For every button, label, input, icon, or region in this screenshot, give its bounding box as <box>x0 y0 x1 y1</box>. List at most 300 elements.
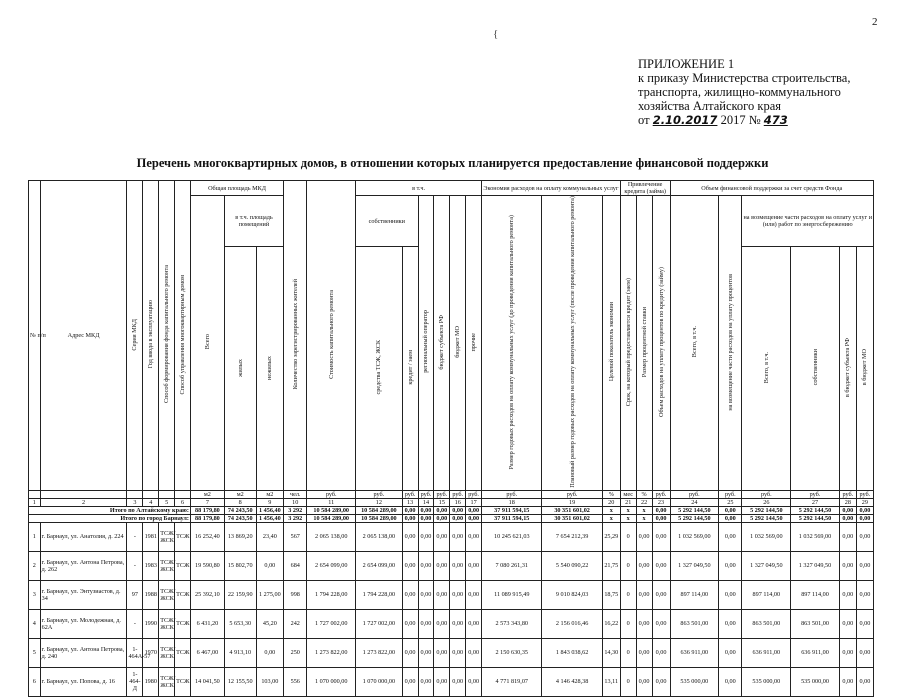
table-cell: 0,00 <box>856 580 873 609</box>
col-number: 14 <box>418 498 434 506</box>
table-cell: ТСЖ/ ЖСК <box>159 580 175 609</box>
unit-cell: чел. <box>284 490 307 498</box>
total-cell: 10 584 289,00 <box>356 506 403 514</box>
unit-cell: руб. <box>418 490 434 498</box>
table-cell: 16,22 <box>602 609 620 638</box>
total-cell: х <box>620 514 636 522</box>
appendix-line1: ПРИЛОЖЕНИЕ 1 <box>638 57 735 71</box>
table-cell: 0,00 <box>839 522 856 551</box>
hdr-cost: Стоимость капитального ремонта <box>327 289 335 379</box>
unit-cell: руб. <box>856 490 873 498</box>
unit-cell <box>159 490 175 498</box>
handwritten-number: 473 <box>763 113 788 127</box>
table-cell: 12 155,50 <box>224 667 256 696</box>
total-cell: 5 292 144,50 <box>791 506 840 514</box>
table-cell: 0,00 <box>652 580 670 609</box>
total-label: Итого по Алтайскому краю: <box>29 506 191 514</box>
houses-table <box>28 180 874 697</box>
table-cell: ТСЖ/ ЖСК <box>159 638 175 667</box>
unit-cell <box>175 490 191 498</box>
table-cell: 0,00 <box>652 638 670 667</box>
table-row <box>29 609 874 638</box>
table-cell: 242 <box>284 609 307 638</box>
col-number: 27 <box>791 498 840 506</box>
col-number: 20 <box>602 498 620 506</box>
table-cell: 2 150 630,35 <box>482 638 542 667</box>
table-cell: 1988 <box>143 580 159 609</box>
table-cell: 0,00 <box>719 551 742 580</box>
appendix-from-word: от <box>638 113 650 127</box>
table-cell: 0 <box>620 609 636 638</box>
unit-cell: % <box>602 490 620 498</box>
appendix-line3: транспорта, жилищно-коммунального <box>638 85 841 99</box>
table-cell: 0,00 <box>856 522 873 551</box>
col-number: 2 <box>40 498 127 506</box>
table-cell: 1 727 002,00 <box>356 609 403 638</box>
table-cell: 4 146 428,38 <box>542 667 602 696</box>
total-cell: 37 911 594,15 <box>482 514 542 522</box>
table-cell: 2 065 138,00 <box>307 522 356 551</box>
hdr-owners: собственники <box>356 196 418 247</box>
table-cell: 636 911,00 <box>791 638 840 667</box>
table-cell: 0,00 <box>418 667 434 696</box>
table-cell: 0,00 <box>256 638 284 667</box>
total-cell: 1 456,40 <box>256 514 284 522</box>
table-cell: 863 501,00 <box>670 609 719 638</box>
table-row <box>29 638 874 667</box>
table-cell: 1980 <box>143 667 159 696</box>
table-cell: 2 065 138,00 <box>356 522 403 551</box>
col-number: 4 <box>143 498 159 506</box>
table-cell: 1 727 002,00 <box>307 609 356 638</box>
table-cell: 0 <box>620 667 636 696</box>
table-cell: ТСЖ <box>175 667 191 696</box>
table-cell: ТСЖ/ ЖСК <box>159 551 175 580</box>
unit-cell: руб. <box>791 490 840 498</box>
table-cell: 0,00 <box>466 667 482 696</box>
table-cell: 1 032 569,00 <box>670 522 719 551</box>
table-cell: 0,00 <box>636 609 652 638</box>
total-cell: 0,00 <box>450 506 466 514</box>
table-cell: 2 156 016,46 <box>542 609 602 638</box>
hdr-economy-annual: Размер годовых расходов на оплату коммунальных услуг (до проведения капитального ремонта) <box>508 214 516 470</box>
table-cell: 10 245 621,03 <box>482 522 542 551</box>
handwritten-date: 2.10.2017 <box>652 113 718 127</box>
table-cell: 0,00 <box>636 667 652 696</box>
table-cell: ТСЖ/ ЖСК <box>159 609 175 638</box>
unit-cell: руб. <box>466 490 482 498</box>
hdr-finance-works-federal: в бюджет субъекта РФ <box>844 338 852 398</box>
table-cell: 0,00 <box>719 580 742 609</box>
col-number: 6 <box>175 498 191 506</box>
table-cell: 1981 <box>143 522 159 551</box>
table-cell: г. Барнаул, ул. Антона Петрова, д. 240 <box>40 638 127 667</box>
total-cell: 5 292 144,50 <box>670 514 719 522</box>
table-cell: 103,00 <box>256 667 284 696</box>
hdr-year: Год ввода в эксплуатацию <box>147 300 155 369</box>
table-cell: 0,00 <box>636 638 652 667</box>
table-cell: 4 913,10 <box>224 638 256 667</box>
hdr-economy-group: Экономия расходов на оплату коммунальных услуг <box>482 181 621 196</box>
table-cell: 535 000,00 <box>670 667 719 696</box>
table-cell: 250 <box>284 638 307 667</box>
total-cell: 5 292 144,50 <box>670 506 719 514</box>
col-number: 23 <box>652 498 670 506</box>
table-cell: 0 <box>620 551 636 580</box>
total-cell: 0,00 <box>402 514 418 522</box>
table-cell: 9 010 824,03 <box>542 580 602 609</box>
col-number: 22 <box>636 498 652 506</box>
table-cell: ТСЖ/ ЖСК <box>159 667 175 696</box>
total-cell: х <box>602 514 620 522</box>
table-row <box>29 551 874 580</box>
table-cell: 636 911,00 <box>742 638 791 667</box>
total-cell: 10 584 289,00 <box>307 506 356 514</box>
unit-cell: руб. <box>719 490 742 498</box>
table-cell: 0,00 <box>418 522 434 551</box>
table-cell: 5 653,30 <box>224 609 256 638</box>
table-cell: 863 501,00 <box>791 609 840 638</box>
table-cell: 0,00 <box>636 580 652 609</box>
table-cell: 0,00 <box>434 580 450 609</box>
col-number: 16 <box>450 498 466 506</box>
hdr-address: Адрес МКД <box>40 181 127 491</box>
hdr-mgmt-method: Способ управления многоквартирным домом <box>179 274 187 395</box>
unit-cell: руб. <box>542 490 602 498</box>
table-cell: 1 070 000,00 <box>307 667 356 696</box>
total-cell: х <box>636 506 652 514</box>
col-number: 29 <box>856 498 873 506</box>
total-cell: х <box>620 506 636 514</box>
table-cell: 1 032 569,00 <box>742 522 791 551</box>
hdr-finance-works-total: Всего, в т.ч. <box>762 351 770 384</box>
table-cell: 1 273 822,00 <box>307 638 356 667</box>
table-cell: 0,00 <box>856 638 873 667</box>
hdr-area-nonliving: нежилых <box>266 355 274 380</box>
col-number: 17 <box>466 498 482 506</box>
hdr-federal-budget: бюджет субъекта РФ <box>438 314 446 370</box>
total-row-city <box>29 514 874 522</box>
total-cell: х <box>602 506 620 514</box>
table-cell: 0,00 <box>402 667 418 696</box>
total-cell: 0,00 <box>719 514 742 522</box>
total-cell: 88 179,80 <box>190 506 224 514</box>
unit-cell: руб. <box>652 490 670 498</box>
table-cell: 0,00 <box>450 580 466 609</box>
table-cell: 0,00 <box>652 667 670 696</box>
col-number: 1 <box>29 498 41 506</box>
col-number: 19 <box>542 498 602 506</box>
unit-cell: руб. <box>450 490 466 498</box>
total-cell: 0,00 <box>466 514 482 522</box>
hdr-other: прочие <box>470 332 478 352</box>
unit-cell <box>127 490 143 498</box>
total-cell: 30 351 601,02 <box>542 506 602 514</box>
unit-cell: руб. <box>434 490 450 498</box>
total-cell: 3 292 <box>284 506 307 514</box>
total-cell: 0,00 <box>450 514 466 522</box>
hdr-finance-works-group: на возмещение части расходов на оплату услуг и (или) работ по энергосбережению <box>742 196 874 247</box>
table-cell: 0,00 <box>856 551 873 580</box>
total-cell: 0,00 <box>839 506 856 514</box>
total-cell: 1 456,40 <box>256 506 284 514</box>
table-cell: 0,00 <box>839 580 856 609</box>
table-cell: 0,00 <box>466 522 482 551</box>
total-cell: 37 911 594,15 <box>482 506 542 514</box>
hdr-owners-tsj: средства ТСЖ, ЖСК <box>375 340 383 395</box>
total-cell: 10 584 289,00 <box>307 514 356 522</box>
table-cell: 19 590,80 <box>190 551 224 580</box>
unit-cell: м2 <box>224 490 256 498</box>
hdr-owners-credit: кредит / заем <box>406 350 414 385</box>
unit-cell <box>143 490 159 498</box>
unit-cell <box>40 490 127 498</box>
hdr-credit-term: Срок, на который предоставляется кредит (заем) <box>624 277 632 406</box>
table-cell: 1 327 049,50 <box>791 551 840 580</box>
total-cell: 10 584 289,00 <box>356 514 403 522</box>
table-cell: 0,00 <box>466 638 482 667</box>
table-cell: 18,75 <box>602 580 620 609</box>
table-cell: 567 <box>284 522 307 551</box>
table-cell: 4 771 819,07 <box>482 667 542 696</box>
col-number: 12 <box>356 498 403 506</box>
table-cell: 0,00 <box>839 667 856 696</box>
table-cell: 897 114,00 <box>791 580 840 609</box>
table-cell: 0,00 <box>839 551 856 580</box>
total-cell: 0,00 <box>652 514 670 522</box>
appendix-year: 2017 <box>720 113 746 127</box>
page-number: 2 <box>872 16 878 28</box>
unit-cell: % <box>636 490 652 498</box>
table-cell: 0,00 <box>434 667 450 696</box>
col-number: 10 <box>284 498 307 506</box>
table-cell: - <box>127 609 143 638</box>
table-cell: 1 <box>29 522 41 551</box>
hdr-series: Серия МКД <box>131 318 139 351</box>
table-cell: 0,00 <box>652 609 670 638</box>
col-number: 5 <box>159 498 175 506</box>
total-cell: 0,00 <box>434 514 450 522</box>
table-cell: 0,00 <box>466 609 482 638</box>
table-cell: г. Барнаул, ул. Анатолия, д. 224 <box>40 522 127 551</box>
data-rows <box>29 522 874 696</box>
hdr-credit-group: Привлечение кредита (займа) <box>620 181 670 196</box>
table-cell: 0,00 <box>856 609 873 638</box>
table-cell: 0,00 <box>719 522 742 551</box>
col-number: 7 <box>190 498 224 506</box>
table-cell: ТСЖ/ ЖСК <box>159 522 175 551</box>
table-cell: 2 573 343,80 <box>482 609 542 638</box>
table-cell: 3 <box>29 580 41 609</box>
column-numbers-row <box>29 498 874 506</box>
col-number: 13 <box>402 498 418 506</box>
total-cell: 0,00 <box>839 514 856 522</box>
table-cell: 897 114,00 <box>742 580 791 609</box>
table-cell: 0,00 <box>450 667 466 696</box>
table-cell: г. Барнаул, ул. Попова, д. 16 <box>40 667 127 696</box>
table-cell: 1983 <box>143 551 159 580</box>
table-cell: 1970 <box>143 638 159 667</box>
table-row <box>29 667 874 696</box>
table-cell: 0,00 <box>839 609 856 638</box>
table-cell: 998 <box>284 580 307 609</box>
table-cell: 1 794 228,00 <box>356 580 403 609</box>
hdr-finance-works-municipal: в бюджет МО <box>861 349 869 386</box>
hdr-area-total: Всего <box>203 334 211 350</box>
table-cell: г. Барнаул, ул. Молодежная, д. 62А <box>40 609 127 638</box>
unit-cell: руб. <box>307 490 356 498</box>
total-cell: 0,00 <box>418 506 434 514</box>
table-cell: г. Барнаул, ул. Антона Петрова, д. 262 <box>40 551 127 580</box>
total-cell: 0,00 <box>434 506 450 514</box>
table-cell: 0,00 <box>402 580 418 609</box>
table-cell: 1 327 049,50 <box>742 551 791 580</box>
table-cell: 0,00 <box>418 580 434 609</box>
appendix-block <box>638 57 850 127</box>
hdr-finance-interest: на возмещение части расходов на уплату процентов <box>726 273 734 411</box>
total-cell: 5 292 144,50 <box>742 506 791 514</box>
total-cell: 5 292 144,50 <box>742 514 791 522</box>
table-cell: 2 654 099,00 <box>307 551 356 580</box>
table-cell: 0,00 <box>636 522 652 551</box>
table-cell: 1 273 822,00 <box>356 638 403 667</box>
unit-cell: мес <box>620 490 636 498</box>
table-cell: 0,00 <box>434 638 450 667</box>
unit-cell: м2 <box>256 490 284 498</box>
col-number: 21 <box>620 498 636 506</box>
hdr-municipal-budget: бюджет МО <box>454 325 462 358</box>
table-cell: ТСЖ <box>175 638 191 667</box>
table-cell: 0,00 <box>402 522 418 551</box>
hdr-finance-group: Объем финансовой поддержки за счет средств Фонда <box>670 181 874 196</box>
table-cell: 0,00 <box>450 609 466 638</box>
unit-cell: м2 <box>190 490 224 498</box>
table-cell: 14,30 <box>602 638 620 667</box>
hdr-economy-planned: Плановый размер годовых расходов на оплату коммунальных услуг (после проведения капитального ремонта) <box>568 196 576 488</box>
appendix-line4: хозяйства Алтайского края <box>638 99 781 113</box>
table-cell: 1-464-Д <box>127 667 143 696</box>
table-cell: 4 <box>29 609 41 638</box>
table-cell: 2 <box>29 551 41 580</box>
table-cell: 535 000,00 <box>791 667 840 696</box>
table-cell: 0,00 <box>450 551 466 580</box>
table-cell: 21,75 <box>602 551 620 580</box>
table-cell: 6 <box>29 667 41 696</box>
table-cell: ТСЖ <box>175 609 191 638</box>
corner-mark: { <box>493 28 499 40</box>
table-cell: 535 000,00 <box>742 667 791 696</box>
table-cell: 25,29 <box>602 522 620 551</box>
total-cell: 88 179,80 <box>190 514 224 522</box>
table-cell: 556 <box>284 667 307 696</box>
table-cell: 45,20 <box>256 609 284 638</box>
total-cell: 30 351 601,02 <box>542 514 602 522</box>
table-cell: 7 654 212,39 <box>542 522 602 551</box>
table-row <box>29 580 874 609</box>
table-cell: 0,00 <box>839 638 856 667</box>
table-cell: 0,00 <box>466 580 482 609</box>
unit-cell: руб. <box>670 490 719 498</box>
table-cell: 5 <box>29 638 41 667</box>
col-number: 28 <box>839 498 856 506</box>
table-cell: 0,00 <box>719 667 742 696</box>
col-number: 15 <box>434 498 450 506</box>
col-number: 9 <box>256 498 284 506</box>
table-cell: 863 501,00 <box>742 609 791 638</box>
table-cell: 7 080 261,31 <box>482 551 542 580</box>
total-cell: х <box>636 514 652 522</box>
units-row <box>29 490 874 498</box>
table-cell: 0,00 <box>450 522 466 551</box>
col-number: 3 <box>127 498 143 506</box>
table-cell: 0,00 <box>719 609 742 638</box>
table-cell: 0,00 <box>450 638 466 667</box>
table-cell: 1 275,00 <box>256 580 284 609</box>
table-cell: 684 <box>284 551 307 580</box>
total-cell: 74 243,50 <box>224 514 256 522</box>
table-cell: г. Барнаул, ул. Энтузиастов, д. 34 <box>40 580 127 609</box>
col-number: 8 <box>224 498 256 506</box>
hdr-area-living: жилых <box>236 358 244 377</box>
table-cell: 0,00 <box>418 638 434 667</box>
table-cell: 1 794 228,00 <box>307 580 356 609</box>
col-number: 18 <box>482 498 542 506</box>
table-cell: ТСЖ <box>175 522 191 551</box>
appendix-line2: к приказу Министерства строительства, <box>638 71 851 85</box>
table-cell: 0 <box>620 580 636 609</box>
table-cell: 2 654 099,00 <box>356 551 403 580</box>
table-cell: - <box>127 551 143 580</box>
table-cell: 0,00 <box>402 609 418 638</box>
hdr-area-incl: в т.ч. площадь помещений <box>224 196 283 247</box>
table-cell: ТСЖ <box>175 551 191 580</box>
appendix-number-sign: № <box>748 113 761 127</box>
table-cell: 15 802,70 <box>224 551 256 580</box>
table-cell: 1 070 000,00 <box>356 667 403 696</box>
table-cell: 1 843 038,62 <box>542 638 602 667</box>
table-cell: - <box>127 522 143 551</box>
table-cell: 0,00 <box>652 551 670 580</box>
total-cell: 3 292 <box>284 514 307 522</box>
hdr-residents: Количество зарегистрированных жителей <box>291 279 299 390</box>
table-cell: 14 041,50 <box>190 667 224 696</box>
table-cell: 0,00 <box>434 609 450 638</box>
hdr-finance-works-owners: собственники <box>811 349 819 386</box>
col-number: 26 <box>742 498 791 506</box>
table-cell: 6 467,00 <box>190 638 224 667</box>
total-row-region <box>29 506 874 514</box>
total-cell: 0,00 <box>719 506 742 514</box>
col-number: 11 <box>307 498 356 506</box>
table-cell: 25 392,10 <box>190 580 224 609</box>
total-label: Итого по город Барнаул: <box>29 514 191 522</box>
hdr-area-group: Общая площадь МКД <box>190 181 283 196</box>
appendix-date-line <box>638 113 850 127</box>
total-cell: 74 243,50 <box>224 506 256 514</box>
col-number: 24 <box>670 498 719 506</box>
hdr-num: № п/п <box>29 181 41 491</box>
table-cell: 1 327 049,50 <box>670 551 719 580</box>
table-cell: 0 <box>620 638 636 667</box>
hdr-finance-total: Всего, в т.ч. <box>690 326 698 358</box>
total-cell: 0,00 <box>652 506 670 514</box>
table-cell: 0,00 <box>402 551 418 580</box>
table-cell: 0 <box>620 522 636 551</box>
table-cell: 13 869,20 <box>224 522 256 551</box>
table-cell: 1990 <box>143 609 159 638</box>
total-cell: 5 292 144,50 <box>791 514 840 522</box>
hdr-fund-method: Способ формирования фонда капитального ремонта <box>163 265 171 404</box>
